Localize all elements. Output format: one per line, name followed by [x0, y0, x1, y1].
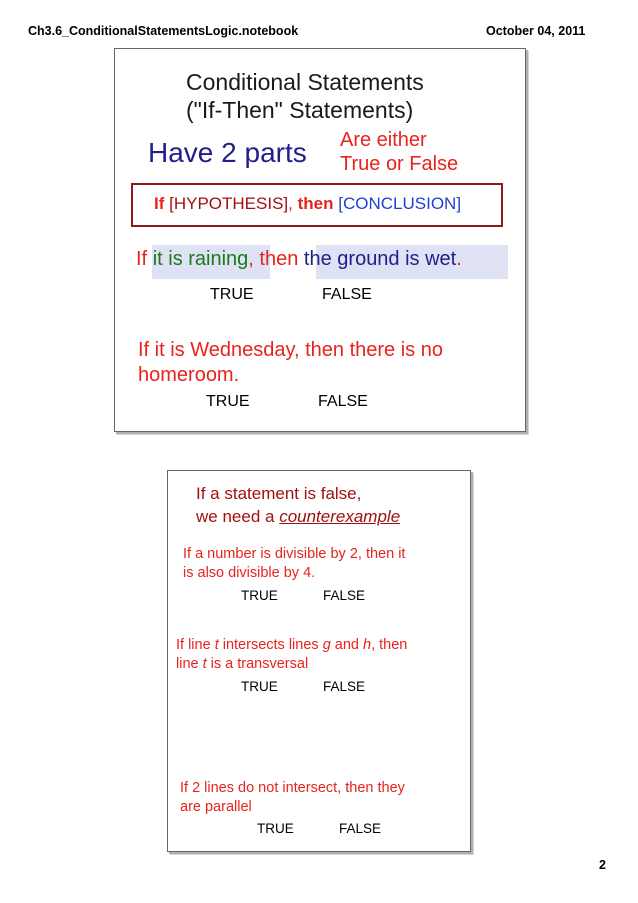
statement3-line1: If 2 lines do not intersect, then they: [180, 780, 405, 796]
slide-conditional-statements: [114, 48, 526, 432]
page-number: 2: [599, 858, 606, 872]
statement2-false: FALSE: [323, 679, 366, 694]
either-true-false-line1: Are either: [340, 129, 427, 151]
statement2-text-c: and: [330, 637, 364, 653]
form-hypothesis: [HYPOTHESIS]: [169, 194, 289, 213]
example-raining: [126, 245, 516, 279]
variable-h: h: [363, 637, 372, 653]
statement2-line2: [176, 656, 308, 672]
statement1-false: FALSE: [323, 588, 366, 603]
statement3-false: FALSE: [339, 821, 382, 836]
statement2-true: TRUE: [241, 679, 278, 694]
variable-t-2: t: [202, 656, 207, 672]
example1-if: If: [136, 248, 148, 270]
slide-title-line2: ("If-Then" Statements): [186, 97, 414, 123]
notebook-date: October 04, 2011: [486, 24, 586, 38]
statement1-line2: is also divisible by 4.: [183, 565, 316, 581]
form-conclusion: [CONCLUSION]: [338, 194, 462, 213]
statement2-text-b: intersects lines: [218, 637, 323, 653]
example1-true: TRUE: [210, 286, 254, 303]
example1-false: FALSE: [322, 286, 372, 303]
statement2-line1: [176, 637, 407, 653]
form-comma: ,: [288, 194, 293, 213]
variable-g: g: [322, 637, 331, 653]
notebook-filename: Ch3.6_ConditionalStatementsLogic.notebook: [28, 24, 299, 38]
example1-conclusion: the ground is wet: [303, 248, 457, 270]
example2-line2: homeroom.: [138, 364, 240, 386]
slide-counterexample: [167, 470, 471, 852]
variable-t: t: [214, 637, 219, 653]
example2-false: FALSE: [318, 393, 368, 410]
statement2-text-f: is a transversal: [206, 656, 309, 672]
statement1-true: TRUE: [241, 588, 278, 603]
statement2-text-e: line: [176, 656, 203, 672]
example2-true: TRUE: [206, 393, 250, 410]
statement3-line2: are parallel: [180, 799, 252, 815]
statement2-text-a: If line: [176, 637, 215, 653]
intro-line2-prefix: we need a: [196, 507, 280, 526]
either-true-false-line2: True or False: [340, 153, 459, 175]
if-then-form: [154, 194, 461, 214]
example1-then: then: [259, 248, 299, 270]
form-if: If: [154, 194, 165, 213]
statement1-line1: If a number is divisible by 2, then it: [183, 546, 406, 562]
example1-period: .: [456, 248, 462, 270]
example1-comma: ,: [248, 248, 254, 270]
have-two-parts: Have 2 parts: [148, 137, 307, 168]
slide-title-line1: Conditional Statements: [186, 69, 424, 95]
form-then: then: [297, 194, 334, 213]
counterexample-term: counterexample: [279, 507, 401, 526]
statement2-text-d: , then: [371, 637, 408, 653]
example1-hypothesis: it is raining: [152, 248, 249, 270]
example2-line1: If it is Wednesday, then there is no: [138, 339, 443, 361]
intro-line2: [196, 507, 400, 527]
intro-line1: If a statement is false,: [196, 484, 362, 503]
statement3-true: TRUE: [257, 821, 294, 836]
